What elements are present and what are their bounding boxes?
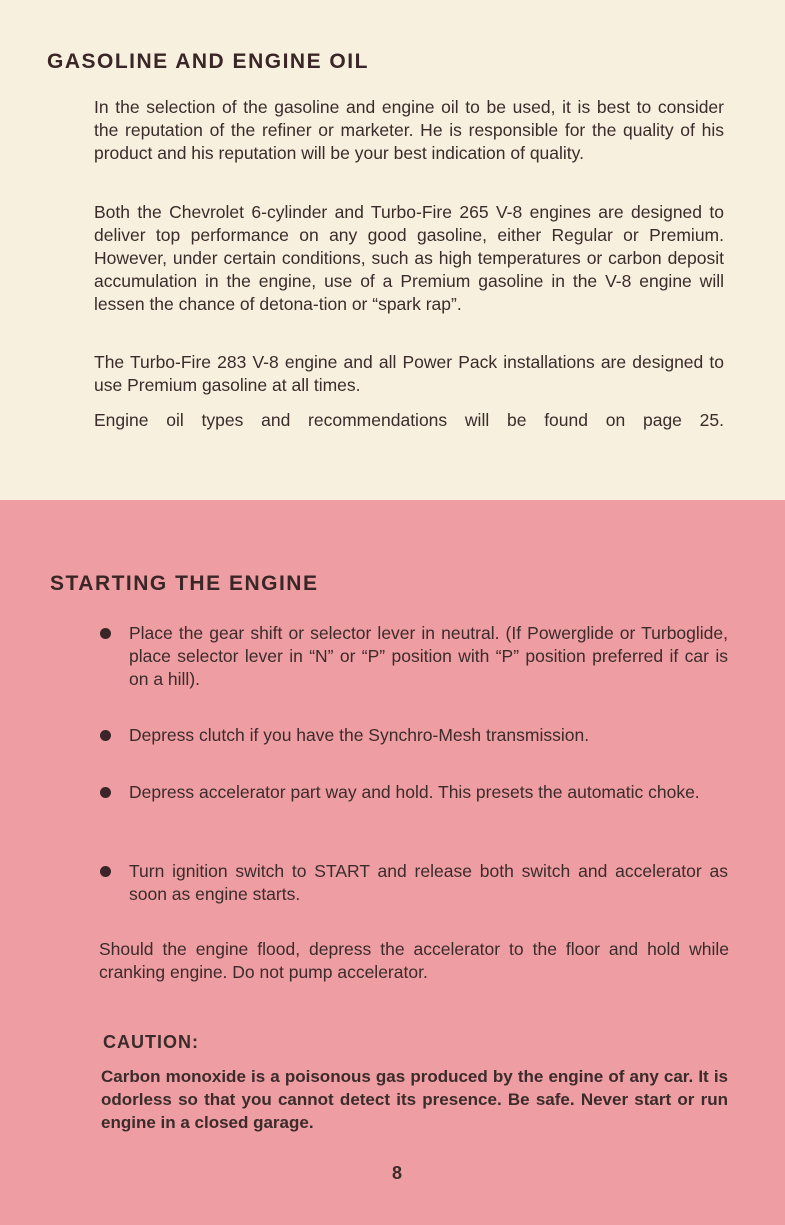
paragraph: Both the Chevrolet 6-cylinder and Turbo-Fire 265 V-8 engines are designed to deliver top performance on any good gasoline, either Regular or Premium. However, under certain conditions, such as high temperatures or carbon deposit accumulation in the engine, use of a Premium gasoline in the V-8 engine will lessen the chance of detona-tion or “spark rap”. xyxy=(94,202,724,314)
paragraph: In the selection of the gasoline and engine oil to be used, it is best to consider the reputation of the refiner or marketer. He is responsible for the quality of his product and his reputation will be your best indication of quality. xyxy=(94,97,724,163)
paragraph: The Turbo-Fire 283 V-8 engine and all Power Pack installations are designed to use Premium gasoline at all times. xyxy=(94,352,724,395)
list-item xyxy=(100,724,728,747)
flood-note: Should the engine flood, depress the accelerator to the floor and hold while cranking engine. Do not pump accelerator. xyxy=(99,939,729,982)
bullet-icon xyxy=(100,730,111,741)
list-item xyxy=(100,860,728,906)
heading-starting-engine: STARTING THE ENGINE xyxy=(50,572,319,595)
heading-gasoline-oil: GASOLINE AND ENGINE OIL xyxy=(47,50,369,73)
list-item-text: Place the gear shift or selector lever in neutral. (If Powerglide or Turboglide, place selector lever in “N” or “P” position with “P” position preferred if car is on a hill). xyxy=(129,623,728,689)
bullet-icon xyxy=(100,628,111,639)
bullet-icon xyxy=(100,866,111,877)
list-item xyxy=(100,622,728,691)
list-item-text: Turn ignition switch to START and release both switch and accelerator as soon as engine starts. xyxy=(129,861,728,904)
page-number: 8 xyxy=(392,1163,403,1183)
paragraph: Engine oil types and recommendations will be found on page 25. xyxy=(94,410,724,430)
caution-text: Carbon monoxide is a poisonous gas produced by the engine of any car. It is odorless so that you cannot detect its presence. Be safe. Never start or run engine in a closed garage. xyxy=(101,1067,728,1132)
list-item xyxy=(100,781,728,804)
caution-heading: CAUTION: xyxy=(103,1032,199,1052)
list-item-text: Depress accelerator part way and hold. This presets the automatic choke. xyxy=(129,782,700,802)
bullet-icon xyxy=(100,787,111,798)
list-item-text: Depress clutch if you have the Synchro-Mesh transmission. xyxy=(129,725,590,745)
